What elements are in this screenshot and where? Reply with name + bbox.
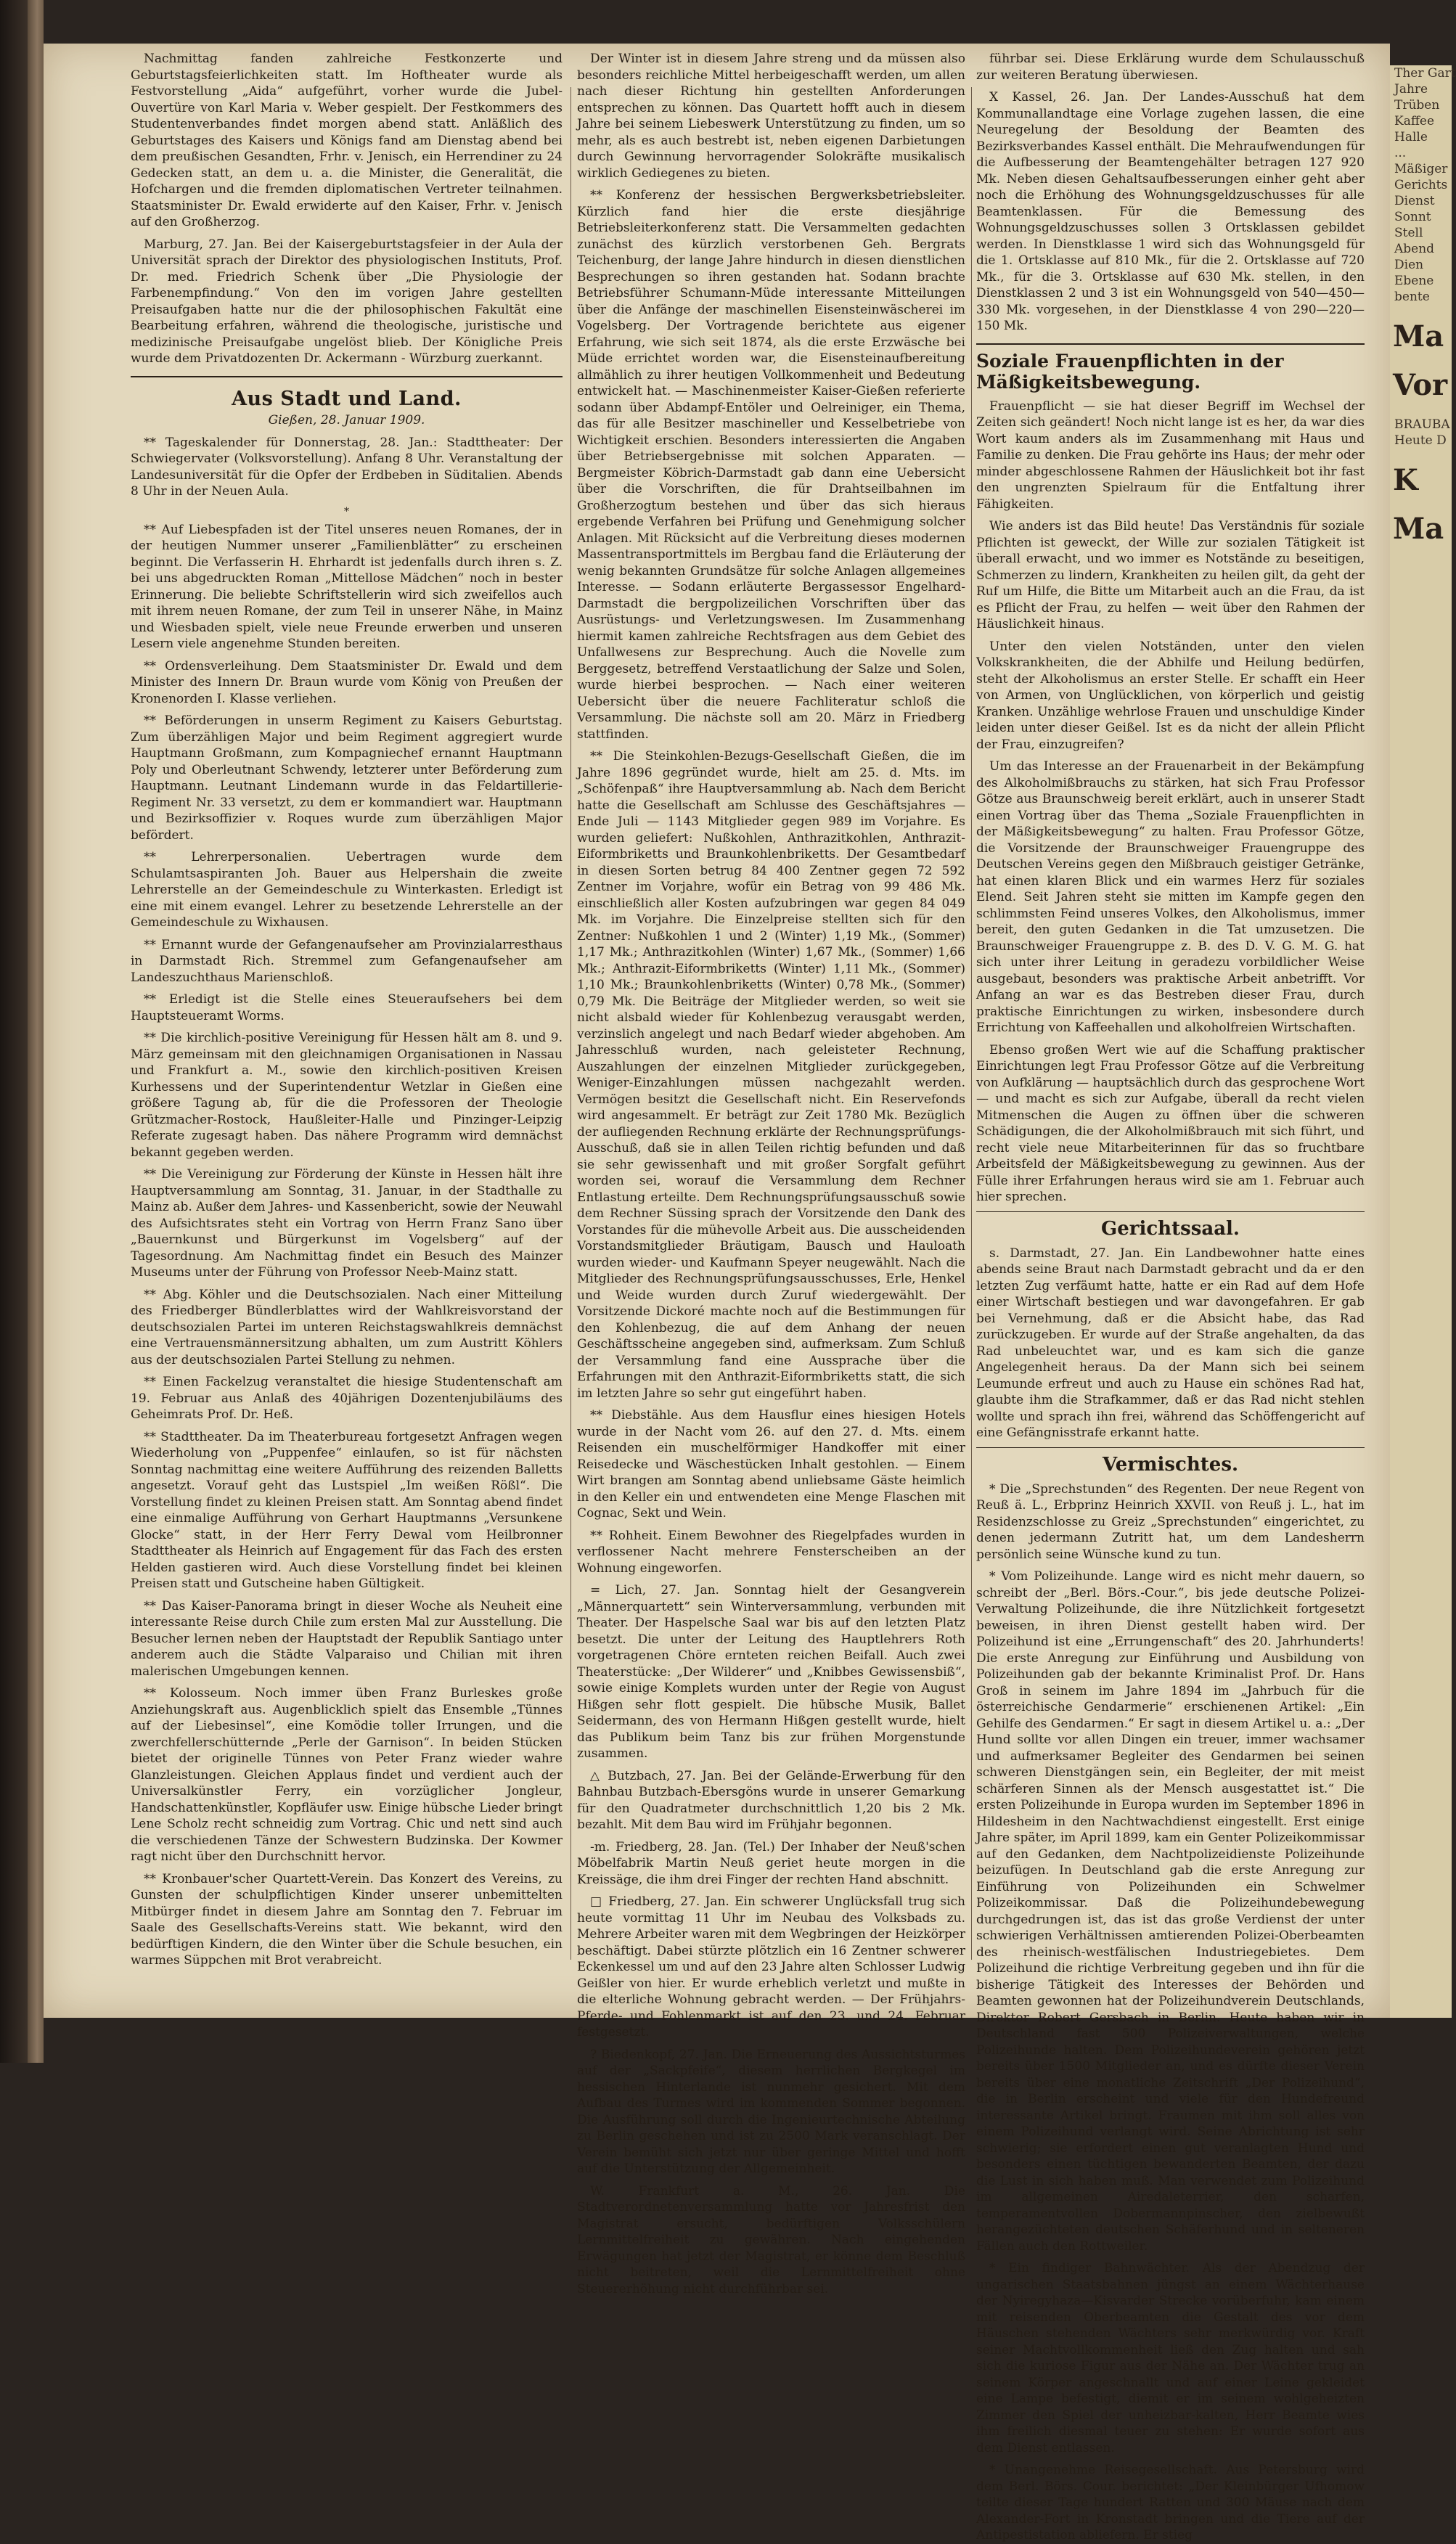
article-paragraph: ** Das Kaiser-Panorama bringt in dieser Woche als Neuheit eine interessante Reise durch Chile zum ersten Mal zur Ausstellung. Die Besucher lernen neben der Hauptstadt der Republik Santiago unter anderem auch die Städte Valparaiso und Chilian mit ihren malerischen Umgebungen kennen.: [131, 1598, 563, 1679]
article-paragraph: Nachmittag fanden zahlreiche Festkonzerte und Geburtstagsfeierlichkeiten statt. Im Hoftheater wurde als Festvorstellung „Aida“ aufgeführt, vorher wurde die Jubel-Ouvertüre von Karl Maria v. Weber gespielt. Der Festkommers des Studentenverbandes findet morgen abend statt. Anläßlich des Geburtstages des Kaisers und Königs fand am Dienstag abend bei dem preußischen Gesandten, Frhr. v. Jenisch, ein Herrendiner zu 24 Gedecken statt, an dem u. a. die Minister, die Generalität, die Hofchargen und die fremden diplomatischen Vertreter teilnahmen. Staatsminister Dr. Ewald erwiderte auf den Kaiser, Frhr. v. Jenisch auf den Großherzog.: [131, 52, 563, 229]
facing-text-fragment: Mäßiger: [1394, 162, 1448, 176]
facing-text-fragment: Abend: [1394, 242, 1435, 256]
article-paragraph: * Die „Sprechstunden“ des Regenten. Der neue Regent von Reuß ä. L., Erbprinz Heinrich XXVII. von Reuß j. L., hat im Residenzschlosse zu Greiz „Sprechstunden“ eingerichtet, zu denen jedermann Zutritt hat, um dem Landesherrn persönlich seine Wünsche kund zu tun.: [976, 1481, 1365, 1562]
article-paragraph: ? Biedenkopf, 27. Jan. Die Erneuerung des Aussichtsturmes auf der „Sackpfeife“, diesem herrlichen Bergkegel im hessischen Hinterlande ist nunmehr gesichert. Mit dem Aufbau des Turmes wird im kommenden Sommer begonnen. Die Ausführung soll durch die Ingenieurtechnische Abteilung zu Berlin geschehen und ist zu 2500 Mark veranschlagt. Der Verein bemüht sich jetzt nur über geringe Mittel und hofft auf die Unterstützung der Allgemeinheit.: [577, 2047, 965, 2176]
article-paragraph: ** Erledigt ist die Stelle eines Steueraufsehers bei dem Hauptsteueramt Worms.: [131, 992, 563, 1023]
section-rule: [131, 376, 563, 377]
article-paragraph: ** Die Steinkohlen-Bezugs-Gesellschaft Gießen, die im Jahre 1896 gegründet wurde, hielt am 25. d. Mts. im „Schöfenpaß“ ihre Hauptversammlung ab. Nach dem Bericht hatte die Gesellschaft am Schlusse des Geschäftsjahres — Ende Juli — 1143 Mitglieder gegen 989 im Vorjahre. Es wurden geliefert: Nußkohlen, Anthrazitkohlen, Anthrazit-Eiformbriketts und Braunkohlenbriketts. Der Gesamtbedarf in diesen Sorten betrug 84 400 Zentner gegen 72 592 Zentner im Vorjahre, wofür ein Betrag von 99 486 Mk. einschließlich aller Kosten aufzubringen war gegen 84 049 Mk. im Vorjahre. Die Einzelpreise stellten sich für den Zentner: Nußkohlen 1 und 2 (Winter) 1,19 Mk., (Sommer) 1,17 Mk.; Anthrazitkohlen (Winter) 1,67 Mk., (Sommer) 1,66 Mk.; Anthrazit-Eiformbriketts (Winter) 1,11 Mk., (Sommer) 1,10 Mk.; Braunkohlenbriketts (Winter) 0,78 Mk., (Sommer) 0,79 Mk. Die Beiträge der Mitglieder werden, so weit sie nicht alsbald wieder für Kohlenbezug verausgabt werden, verzinslich angelegt und nach Bedarf wieder abgehoben. Am Jahresschluß wurden, nach geleisteter Rechnung, Auszahlungen der einzelnen Mitglieder zurückgegeben, Weniger-Einzahlungen müssen nachgezahlt werden. Vermögen besitzt die Gesellschaft nicht. Ein Reservefonds wird angesammelt. Er beträgt zur Zeit 1780 Mk. Bezüglich der aufliegenden Rechnung erklärte der Rechnungsprüfungs-Ausschuß, daß sie in allen Teilen richtig befunden und daß sie sehr gewissenhaft und mit großer Sorgfalt geführt worden sei, worauf die Versammlung dem Rechner Entlastung erteilte. Dem Rechnungsprüfungsausschuß sowie dem Rechner Süssing sprach der Vorsitzende den Dank des Vorstandes für die mühevolle Arbeit aus. Die ausscheidenden Vorstandsmitglieder Bräutigam, Bausch und Hauloath wurden wieder- und Kaufmann Speyer neugewählt. Nach die Mitglieder des Rechnungsprüfungsausschusses, Erle, Henkel und Weide wurden durch Zuruf wiedergewählt. Der Vorsitzende Dickoré machte noch auf die Bestimmungen für den Kohlenbezug, die auf dem Anhang der neuen Geschäftsscheine angegeben sind, aufmerksam. Zum Schluß der Versammlung fand eine Aussprache über die Erfahrungen mit den Anthrazit-Eiformbriketts statt, die sich im letzten Jahre so sehr gut eingeführt haben.: [577, 749, 965, 1401]
article-paragraph: ** Abg. Köhler und die Deutschsozialen. Nach einer Mitteilung des Friedberger Bündlerblattes wird der Wahlkreisvorstand der deutschsozialen Partei im unteren Reichstagswahlkreis demnächst eine Vertrauensmännersitzung abhalten, um zum Austritt Köhlers aus der deutschsozialen Partei Stellung zu nehmen.: [131, 1287, 563, 1367]
article-paragraph: ** Auf Liebespfaden ist der Titel unseres neuen Romanes, der in der heutigen Nummer unserer „Familienblätter“ zu erscheinen beginnt. Die Verfasserin H. Ehrhardt ist jedenfalls durch ihren s. Z. bei uns abgedruckten Roman „Mittellose Mädchen“ noch in bester Erinnerung. Die beliebte Schriftstellerin wird sich zweifellos auch mit ihrem neuen Romane, der zum Teil in unserer Nähe, in Mainz und Wiesbaden spielt, viele neue Freunde erwerben und unseren Lesern viele angenehme Stunden bereiten.: [131, 522, 563, 651]
article-paragraph: W. Frankfurt a. M., 26. Jan. Die Stadtverordnetenversammlung hatte vor Jahresfrist den Magistrat ersucht, bedürftigen Volksschülern Lernmittelfreiheit zu gewähren. Nach eingehenden Erwägungen hat jetzt der Magistrat, er könne dem Beschluß nicht beitreten, weil die Lernmittelfreiheit ohne Steuererhöhung nicht durchführbar sei.: [577, 2183, 965, 2296]
article-paragraph: ** Kolosseum. Noch immer üben Franz Burleskes große Anziehungskraft aus. Augenblicklich spielt das Ensemble „Tünnes auf der Liebesinsel“, eine Komödie toller Irrungen, und die zwerchfellerschütternde „Perle der Garnison“. In beiden Stücken bietet der originelle Tünnes von Peter Franz wieder wahre Glanzleistungen. Gleichen Applaus findet und verdient auch der Universalkünstler Ferry, ein vorzüglicher Jongleur, Handschattenkünstler, Kopfläufer usw. Einige hübsche Lieder bringt Lene Scholz recht schneidig zum Vortrag. Chic und nett sind auch die verschiedenen Tänze der Schwestern Budzinska. Der Kowmer ragt nicht über den Durchschnitt hervor.: [131, 1686, 563, 1864]
facing-ad-fragment: Ma: [1393, 319, 1444, 353]
article-paragraph: Ebenso großen Wert wie auf die Schaffung praktischer Einrichtungen legt Frau Professor Götze auf die Verbreitung von Aufklärung — hauptsächlich durch das gesprochene Wort — und macht es sich zur Aufgabe, überall da recht vielen Mitmenschen die Augen zu öffnen über die schweren Schädigungen, die der Alkoholmißbrauch mit sich führt, und recht viele neue Mitarbeiterinnen für das so fruchtbare Arbeitsfeld der Mäßigkeitsbewegung zu gewinnen. Aus der Fülle ihrer Erfahrungen heraus wird sie am 1. Februar auch hier sprechen.: [976, 1042, 1365, 1204]
article-paragraph: △ Butzbach, 27. Jan. Bei der Gelände-Erwerbung für den Bahnbau Butzbach-Ebersgöns wurde in unserer Gemarkung für den Quadratmeter durchschnittlich 1,20 bis 2 Mk. bezahlt. Mit dem Bau wird im Frühjahr begonnen.: [577, 1768, 965, 1832]
facing-text-fragment: Ebene: [1394, 274, 1434, 288]
article-paragraph: Um das Interesse an der Frauenarbeit in der Bekämpfung des Alkoholmißbrauchs zu stärken, hat sich Frau Professor Götze aus Braunschweig bereit erklärt, auch in unserer Stadt einen Vortrag über das Thema „Soziale Frauenpflichten in der Mäßigkeitsbewegung“ zu halten. Frau Professor Götze, die Vorsitzende der Braunschweiger Frauengruppe des Deutschen Vereins gegen den Mißbrauch geistiger Getränke, hat einen klaren Blick und ein warmes Herz für soziales Elend. Seit Jahren steht sie mitten im Kampfe gegen den schlimmsten Feind unseres Volkes, den Alkoholismus, immer bereit, den guten Gedanken in die Tat umzusetzen. Die Braunschweiger Frauengruppe z. B. des D. V. G. M. G. hat sich unter ihrer Leitung in geradezu vorbildlicher Weise ausgebaut, besonders was praktische Arbeit anbetrifft. Vor Anfang an war es das Bestreben dieser Frau, durch praktische Einrichtungen zu wirken, insbesondere durch Errichtung von Kaffeehallen und alkoholfreien Wirtschaften.: [976, 759, 1365, 1035]
column-2: [577, 51, 965, 2296]
separator-star: *: [344, 505, 349, 518]
article-paragraph: Frauenpflicht — sie hat dieser Begriff im Wechsel der Zeiten sich geändert! Noch nicht lange ist es her, da war dies Wort kaum anders als im Zusammenhang mit Haus und Familie zu denken. Die Frau gehörte ins Haus; der mehr oder minder abgeschlossene Rahmen der Häuslichkeit bot ihr fast den ungrenzten Spielraum für die Entfaltung ihrer Fähigkeiten.: [976, 398, 1365, 512]
facing-text-fragment: Trüben: [1394, 98, 1440, 113]
facing-ad-fragment: Vor: [1393, 368, 1448, 402]
column-3: [976, 51, 1365, 2543]
facing-text-fragment: Dien: [1394, 258, 1424, 272]
column-1: [131, 51, 563, 1967]
article-paragraph: Der Winter ist in diesem Jahre streng und da müssen also besonders reichliche Mittel herbeigeschafft werden, um allen nach dieser Richtung hin gestellten Anforderungen entsprechen zu können. Das Quartett hofft auch in diesem Jahre bei seinem Liebeswerk Unterstützung zu finden, um so mehr, als es auch bestrebt ist, neben eigenen Darbietungen durch Gewinnung hervorragender Solokräfte musikalisch wirklich Gediegenes zu bieten.: [577, 52, 965, 181]
section-heading: Vermischtes.: [1102, 1453, 1239, 1476]
article-paragraph: führbar sei. Diese Erklärung wurde dem Schulausschuß zur weiteren Beratung überwiesen.: [976, 52, 1365, 83]
article-paragraph: ** Ernannt wurde der Gefangenaufseher am Provinzialarresthaus in Darmstadt Rich. Stremmel zum Gefangenaufseher am Landeszuchthaus Marienschloß.: [131, 937, 563, 985]
article-paragraph: ** Einen Fackelzug veranstaltet die hiesige Studentenschaft am 19. Februar aus Anlaß des 40jährigen Dozentenjubiläums des Geheimrats Prof. Dr. Heß.: [131, 1375, 563, 1422]
section-rule: [976, 343, 1365, 345]
facing-text-fragment: Ther Gart: [1394, 66, 1456, 81]
article-paragraph: * Vom Polizeihunde. Lange wird es nicht mehr dauern, so schreibt der „Berl. Börs.-Cour.“, bis jede deutsche Polizei-Verwaltung Polizeihunde, die ihre Nützlichkeit fortgesetzt beweisen, in ihren Dienst gestellt haben wird. Der Polizeihund ist eine „Errungenschaft“ des 20. Jahrhunderts! Die erste Anregung zur Einführung und Ausbildung von Polizeihunden gab der bekannte Kriminalist Prof. Dr. Hans Groß in seinem im Jahre 1894 im „Jahrbuch für die österreichische Gendarmerie“ erschienenen Artikel: „Ein Gehilfe des Gendarmen.“ Er sagt in diesem Artikel u. a.: „Der Hund sollte vor allen Dingen ein treuer, immer wachsamer und aufmerksamer Begleiter des Gendarmen bei seinen schweren Dienstgängen sein, ein Begleiter, der mit meist schärferen Sinnen als der Mensch ausgestattet ist.“ Die ersten Polizeihunde in Europa wurden im September 1896 in Hildesheim in den Nachtwachdienst eingestellt. Erst einige Jahre später, im April 1899, kam ein Genter Polizeikommissar auf den Gedanken, dem Nachtpolizeidienste Polizeihunde beizufügen. In Deutschland gab die erste Anregung zur Einführung von Polizeihunden ein Schwelmer Polizeikommissar. Daß die Polizeihundebewegung durchgedrungen ist, das ist das große Verdienst der unter schwierigen Verhältnissen amtierenden Polizei-Oberbeamten des rheinisch-westfälischen Industriegebietes. Dem Polizeihund die richtige Verbreitung gegeben und ihn für die bisherige Tätigkeit des Interesses der Behörden und Beamten gewonnen hat der Polizeihundverein Deutschlands, Direktor Robert Gersbach in Berlin. Heute haben wir in Deutschland fast 500 Polizeiverwaltungen, welche Polizeihunde halten. Dem Polizeihundeverein gehören jetzt bereits über 1500 Mitglieder an, und es dürfte dieser Verein bereits über eine monatliche Zeitschrift „Der Polizeihund“, die in Berlin erscheint und viele für den Hundefreund interessante Artikel bringt. Fraumen mit ihm soll alles von einem Polizeihund verlangt wird. Seine Abrichtung ist sehr schwierig; sie erfordert einen gut veranlagten Hund und besonders einen tüchtigen bewanderten Beamten, der dazu die Lust in sich haben muß. Man verwendet zum Polizeihund im allgemeinen Airedaleterrier, den scharfen, temperamentvollen Dobermannpinscher, den zielbewußt herangezüchteten deutschen Schäferhund und in selteneren Fällen auch den Rottweiler.: [976, 1569, 1365, 2254]
article-paragraph: Wie anders ist das Bild heute! Das Verständnis für soziale Pflichten ist geweckt, der Wille zur sozialen Tätigkeit ist überall erwacht, und wo immer es Notstände zu beseitigen, Schmerzen zu lindern, Krankheiten zu heilen gilt, da geht der Ruf um Hilfe, die Bitte um Mitarbeit auch an die Frau, da ist es Pflicht der Frau, zu helfen — weit über den Rahmen der Häuslichkeit hinaus.: [976, 519, 1365, 631]
article-heading: Soziale Frauenpflichten in der Mäßigkeitsbewegung.: [976, 350, 1284, 393]
section-heading: Gerichtssaal.: [1101, 1217, 1240, 1240]
facing-text-fragment: Kaffee: [1394, 114, 1435, 128]
article-paragraph: ** Die kirchlich-positive Vereinigung für Hessen hält am 8. und 9. März gemeinsam mit den gleichnamigen Organisationen in Nassau und Frankfurt a. M., sowie den kirchlich-positiven Kreisen Kurhessens und der Superintendentur Wetzlar in Gießen eine größere Tagung ab, für die die Professoren der Theologie Grützmacher-Rostock, Haußleiter-Halle und Pinzinger-Leipzig Referate zugesagt haben. Das nähere Programm wird demnächst bekannt gegeben werden.: [131, 1031, 563, 1160]
article-paragraph: -m. Friedberg, 28. Jan. (Tel.) Der Inhaber der Neuß'schen Möbelfabrik Martin Neuß geriet heute morgen in die Kreissäge, die ihm drei Finger der rechten Hand abschnitt.: [577, 1839, 965, 1887]
article-paragraph: Unter den vielen Notständen, unter den vielen Volkskrankheiten, die der Abhilfe und Heilung bedürfen, steht der Alkoholismus an erster Stelle. Er schafft ein Heer von Armen, von Unglücklichen, von körperlich und geistig Kranken. Unzählige wehrlose Frauen und unschuldige Kinder leiden unter dieser Geißel. Ist es da nicht der allein Pflicht der Frau, einzugreifen?: [976, 639, 1365, 752]
facing-page-edge: [1390, 65, 1456, 2018]
facing-text-fragment: Jahre: [1394, 82, 1428, 97]
section-heading: Aus Stadt und Land.: [232, 387, 462, 410]
facing-text-fragment: Halle: [1394, 130, 1428, 144]
facing-text-fragment: bente: [1394, 290, 1430, 304]
facing-ad-fragment: Heute D: [1394, 433, 1447, 448]
section-rule: [976, 1211, 1365, 1212]
article-paragraph: X Kassel, 26. Jan. Der Landes-Ausschuß hat dem Kommunallandtage eine Vorlage zugehen lassen, die eine Neuregelung der Besoldung der Beamten des Bezirksverbandes Kassel enthält. Die Mehraufwendungen für die Aufbesserung der Beamtengehälter betragen 127 920 Mk. Neben diesen Gehaltsaufbesserungen einher geht aber noch die Erhöhung des Wohnungsgeldzuschusses für alle Beamtenklassen. Für die Bemessung des Wohnungsgeldzuschusses sollen 3 Ortsklassen gebildet werden. In Dienstklasse 1 wird sich das Wohnungsgeld für die 1. Ortsklasse auf 810 Mk., für die 2. Ortsklasse auf 720 Mk., für die 3. Ortsklasse auf 630 Mk. stellen, in den Dienstklassen 2 und 3 ist ein Wohnungsgeld von 540—450—330 Mk. vorgesehen, in der Dienstklasse 4 von 290—220—150 Mk.: [976, 90, 1365, 333]
facing-text-fragment: Sonnt: [1394, 210, 1431, 224]
facing-text-fragment: Gerichts: [1394, 178, 1448, 192]
facing-text-fragment: Dienst: [1394, 194, 1435, 208]
article-paragraph: = Lich, 27. Jan. Sonntag hielt der Gesangverein „Männerquartett“ sein Winterversammlung, verbunden mit Theater. Der Haspelsche Saal war bis auf den letzten Platz besetzt. Die unter der Leitung des Hauptlehrers Roth vorgetragenen Chöre ernteten reichen Beifall. Auch zwei Theaterstücke: „Der Wilderer“ und „Knibbes Gewissensbiß“, sowie einige Komplets wurden unter der Regie von August Hißgen sehr flott gespielt. Die hübsche Musik, Ballet Seidermann, des von Hermann Hißgen gestellt wurde, hielt das Publikum beim Tanz bis zur frühen Morgenstunde zusammen.: [577, 1583, 965, 1761]
article-paragraph: ** Diebstähle. Aus dem Hausflur eines hiesigen Hotels wurde in der Nacht vom 26. auf den 27. d. Mts. einem Reisenden ein muschelförmiger Handkoffer mit einer Reisedecke und Wäschestücken Inhalt gestohlen. — Einem Wirt brangen am Sonntag abend unliebsame Gäste heimlich in den Keller ein und entwendeten eine Menge Flaschen mit Cognac, Sekt und Wein.: [577, 1408, 965, 1521]
article-paragraph: ** Rohheit. Einem Bewohner des Riegelpfades wurden in verflossener Nacht mehrere Fensterscheiben an der Wohnung eingeworfen.: [577, 1528, 965, 1576]
book-edge: [0, 0, 28, 2063]
article-paragraph: ** Tageskalender für Donnerstag, 28. Jan.: Stadttheater: Der Schwiegervater (Volksvorstellung). Anfang 8 Uhr. Veranstaltung der Landesuniversität für die Opfer der Erdbeben in Süditalien. Abends 8 Uhr in der Neuen Aula.: [131, 435, 563, 499]
section-rule: [976, 1447, 1365, 1448]
article-paragraph: ** Kronbauer'scher Quartett-Verein. Das Konzert des Vereins, zu Gunsten der schulpflichtigen Kinder unserer unbemittelten Mitbürger findet in diesem Jahre am Sonntag den 7. Februar im Saale des Gesellschafts-Vereins statt. Wie bekannt, wird den bedürftigen Kindern, die den Winter über die Schule besuchen, ein warmes Süppchen mit Brot verabreicht.: [131, 1871, 563, 1968]
article-paragraph: □ Friedberg, 27. Jan. Ein schwerer Unglücksfall trug sich heute vormittag 11 Uhr im Neubau des Volksbads zu. Mehrere Arbeiter waren mit dem Wegbringen der Heizkörper beschäftigt. Dabei stürzte plötzlich ein 16 Zentner schwerer Eckenkessel um und auf den 23 Jahre alten Schlosser Ludwig Geißler von hier. Er wurde erheblich verletzt und mußte in die elterliche Wohnung gebracht werden. — Der Frühjahrs-Pferde- und Fohlenmarkt ist auf den 23. und 24. Februar festgesetzt.: [577, 1894, 965, 2040]
book-binding: [28, 0, 44, 2063]
article-paragraph: Marburg, 27. Jan. Bei der Kaisergeburtstagsfeier in der Aula der Universität sprach der Direktor des physiologischen Instituts, Prof. Dr. med. Friedrich Schenk über „Die Physiologie der Farbenempfindung.“ Von den im vorigen Jahre gestellten Preisaufgaben hatte nur die der philosophischen Fakultät eine Bearbeitung erfahren, während die theologische, juristische und medizinische Preisaufgabe ungelöst blieb. Der Königliche Preis wurde dem Privatdozenten Dr. Ackermann - Würzburg zuerkannt.: [131, 237, 563, 366]
article-paragraph: * Ein findiger Bahnwächter. Als der Abendzug der ungarischen Staatsbahnen jüngst an einem Wächterhause der Nyiregyhaza—Kisvarder Strecke vorüberfuhr, kam einem mit reisenden Oberbeamten die Gestalt des vor dem Häuschen stehenden Wächters sehr merkwürdig vor. Kraft seiner Machtvollkommenheit ließ den Zug halten und sah sich die kuriose Figur aus der Nähe an. Der Wächter trug an seinem Körper angeschnallt und auf einer Leine gekleidet eine Lampe befestigt, diemit er im seinem wohlgeheizten Zimmer den Spiel der unheizbar-kalten, Herr Beamte wies ihm freilich diesmal teuer zu stehen: Er wurde sofort aus dem Dienst entlassen.: [976, 2261, 1365, 2455]
facing-text-fragment: ...: [1394, 146, 1407, 160]
article-paragraph: s. Darmstadt, 27. Jan. Ein Landbewohner hatte eines abends seine Braut nach Darmstadt gebracht und da er den letzten Zug verfäumt hatte, hatte er ein Rad auf dem Hofe einer Wirtschaft bestiegen und war davongefahren. Er gab bei Vernehmung, daß er die Absicht habe, das Rad zurückzugeben. Er wurde auf der Straße angehalten, da das Rad unbeleuchtet war, und es kam sich die ganze Angelegenheit heraus. Da der Mann sich bei seinem Leumunde erfreut und auch zu Hause ein schönes Rad hat, glaubte ihm die Strafkammer, daß er das Rad nicht stehlen wollte und sprach ihn frei, während das Schöffengericht auf eine Gefängnisstrafe erkannt hatte.: [976, 1246, 1365, 1440]
facing-ad-fragment: K: [1393, 463, 1418, 497]
column-rule: [570, 87, 571, 1960]
article-paragraph: ** Lehrerpersonalien. Uebertragen wurde dem Schulamtsaspiranten Joh. Bauer aus Helpershain die zweite Lehrerstelle an der Gemeindeschule zu Winterkasten. Erledigt ist eine mit einem evangel. Lehrer zu besetzende Lehrerstelle an der Gemeindeschule zu Wixhausen.: [131, 850, 563, 930]
facing-ad-fragment: BRAUBA: [1394, 417, 1450, 432]
dateline: Gießen, 28. Januar 1909.: [268, 412, 425, 428]
article-paragraph: ** Ordensverleihung. Dem Staatsminister Dr. Ewald und dem Minister des Innern Dr. Braun wurde vom König von Preußen der Kronenorden I. Klasse verliehen.: [131, 658, 563, 706]
facing-ad-fragment: Ma: [1393, 512, 1444, 546]
article-paragraph: ** Die Vereinigung zur Förderung der Künste in Hessen hält ihre Hauptversammlung am Sonntag, 31. Januar, in der Stadthalle zu Mainz ab. Außer dem Jahres- und Kassenbericht, sowie der Neuwahl des Aufsichtsrates steht ein Vortrag von Herrn Franz Sano über „Bauernkunst und Bürgerkunst im Vogelsberg“ auf der Tagesordnung. Am Nachmittag findet ein Besuch des Mainzer Museums unter der Führung von Professor Neeb-Mainz statt.: [131, 1167, 563, 1280]
article-paragraph: ** Beförderungen in unserm Regiment zu Kaisers Geburtstag. Zum überzähligen Major und beim Regiment aggregiert wurde Hauptmann Großmann, zum Kompagniechef ernannt Hauptmann Poly und Oberleutnant Schwendy, letzterer unter Beförderung zum Hauptmann. Leutnant Lindemann wurde in das Feldartillerie-Regiment Nr. 33 versetzt, zu dem er kommandiert war. Hauptmann und Bezirksoffizier v. Roques wurde zum überzähligen Major befördert.: [131, 713, 563, 843]
article-paragraph: ** Konferenz der hessischen Bergwerksbetriebsleiter. Kürzlich fand hier die erste diesjährige Betriebsleiterkonferenz statt. Die Versammelten gedachten zunächst des kürzlich verstorbenen Geh. Bergrats Teichenburg, der lange Jahre hindurch in diesen dienstlichen Besprechungen so ihren gestanden hat. Sodann brachte Betriebsführer Schumann-Müde interessante Mitteilungen über die Anfänge der maschinellen Eisensteinwäscherei im Vogelsberg. Der Vortragende berichtete aus eigener Erfahrung, wie sich seit 1874, als die erste Erzwäsche bei Müde errichtet worden war, die Eisensteinaufbereitung allmählich zu ihrer heutigen Vollkommenheit und Bedeutung entwickelt hat. — Maschinenmeister Kaiser-Gießen referierte sodann über Abdampf-Entöler und Oelreiniger, ein Thema, das für alle Besitzer maschineller und Kesselbetriebe von Wichtigkeit erschien. Besonders interessierten die Angaben über Betriebsergebnisse mit solchen Apparaten. — Bergmeister Köbrich-Darmstadt gab dann eine Uebersicht über die Vorschriften, die für Drahtseilbahnen im Großherzogtum bestehen und über das sich hieraus ergebende Verfahren bei Prüfung und Genehmigung solcher Anlagen. Mit Rücksicht auf die Verbreitung dieses modernen Massentransportmittels im Bergbau fand die Erläuterung der wenig bekannten Grundsätze für solche Anlagen allgemeines Interesse. — Sodann erläuterte Bergassessor Engelhard-Darmstadt die bergpolizeilichen Vorschriften über das Ausrüstungs- und Verletzungswesen. Im Zusammenhang hiermit kamen zahlreiche Rechtsfragen aus dem Gebiet des Unfallwesens zur Besprechung. Auch die Novelle zum Berggesetz, betreffend Verstaatlichung der Salze und Solen, wurde hierbei besprochen. — Nach einer weiteren Uebersicht über die neuere Fachliteratur schloß die Versammlung. Die nächste soll am 20. März in Friedberg stattfinden.: [577, 188, 965, 742]
article-paragraph: * Unangenehme Reisegesellschaft. Aus Petersburg wird dem Berl. Börs. Cour. berichtet: „Der Kleinbürger Ufhomow teilte dieser Tage hundert Ratten und 300 Mäuse nach dem Alexander-Fort in Kronstadt bringen und die Tiere auf der Antipestistation abliefern. Er stieg: [976, 2463, 1365, 2543]
facing-text-fragment: Stell: [1394, 226, 1423, 240]
article-paragraph: ** Stadttheater. Da im Theaterbureau fortgesetzt Anfragen wegen Wiederholung von „Puppenfee“ einlaufen, so ist für nächsten Sonntag nachmittag eine weitere Aufführung des reizenden Balletts angesetzt. Vorauf geht das Lustspiel „Im weißen Rößl“. Die Vorstellung findet zu kleinen Preisen statt. Am Sonntag abend findet eine einmalige Aufführung von Gerhart Hauptmanns „Versunkene Glocke“ statt, in der Herr Ferry Dewal vom Heilbronner Stadttheater als Heinrich auf Engagement für das Fach des ersten Helden gastieren wird. Auch diese Vorstellung findet bei kleinen Preisen statt und Gutscheine haben Gültigkeit.: [131, 1429, 563, 1591]
column-rule: [971, 87, 972, 1960]
